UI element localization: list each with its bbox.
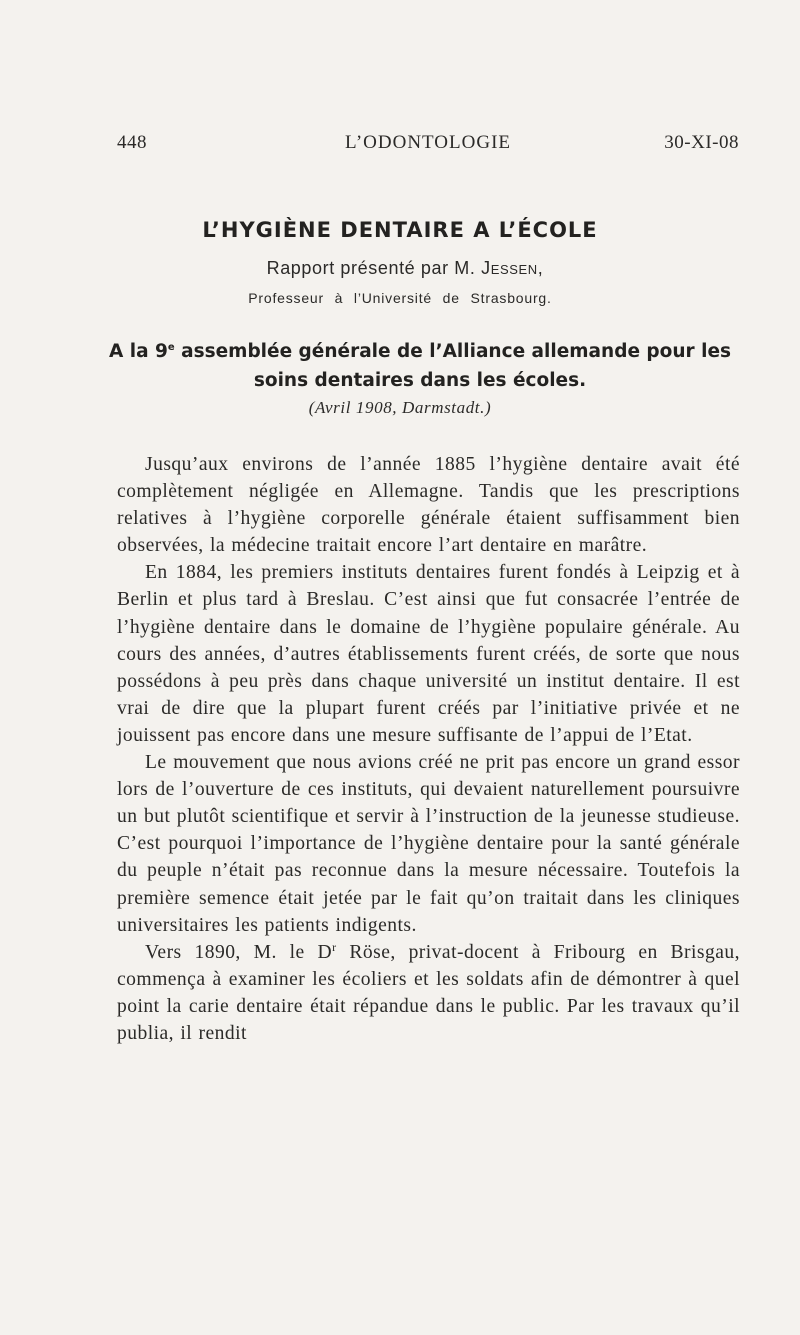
article-title: L’HYGIÈNE DENTAIRE A L’ÉCOLE [202, 218, 598, 242]
author-affiliation: Professeur à l’Université de Strasbourg. [248, 290, 552, 306]
assembly-text-end: assemblée générale de l’Alliance allemande pour les soins dentaires dans les écoles. [174, 341, 732, 391]
assembly-subtitle [100, 333, 740, 395]
byline [0, 258, 800, 279]
paragraph-1: Jusqu’aux environs de l’année 1885 l’hygiène dentaire avait été complètement négligée en Allemagne. Tandis que les prescriptions relatives à l’hygiène corporelle générale étaient suffisamment bien observées, la médecine traitait encore l’art dentaire en marâtre. [117, 454, 740, 557]
paragraph-4-end: Röse, privat-docent à Fribourg en Brisgau, commença à examiner les écoliers et les soldats afin de démontrer à quel point la carie dentaire était répandue dans le public. Par les travaux qu’il publia, il rendit [117, 941, 740, 1044]
assembly-text-start: A la 9 [108, 341, 168, 362]
author-name: Jessen [481, 258, 538, 278]
paragraph-4 [117, 939, 740, 1047]
issue-date: 30-XI-08 [664, 132, 739, 153]
running-header [117, 132, 739, 156]
byline-suffix: , [537, 258, 544, 278]
doctor-abbrev-sup: r [332, 939, 337, 954]
paragraph-3: Le mouvement que nous avions créé ne prit pas encore un grand essor lors de l’ouverture de ces instituts, qui devaient naturellement poursuivre un but plutôt scientifique et servir à l’instruction de la jeunesse studieuse. C’est pourquoi l’importance de l’hygiène dentaire pour la santé générale du peuple n’était pas reconnue dans la mesure nécessaire. Toutefois la première semence était jetée par le fait qu’on traitait dans les cliniques universitaires les patients indigents. [117, 752, 740, 936]
paragraph-2: En 1884, les premiers instituts dentaires furent fondés à Leipzig et à Berlin et plus tard à Breslau. C’est ainsi que fut consacrée l’entrée de l’hygiène dentaire dans le domaine de l’hygiène populaire générale. Au cours des années, d’autres établissements furent créés, de sorte que nous possédons à peu près dans chaque université un institut dentaire. Il est vrai de dire que la plupart furent créés par l’initiative privée et ne jouissent pas encore dans une mesure suffisante de l’appui de l’Etat. [117, 562, 740, 746]
assembly-ordinal-sup: e [167, 342, 175, 353]
dateline: (Avril 1908, Darmstadt.) [308, 398, 492, 417]
article-body [117, 451, 740, 1047]
byline-prefix: Rapport présenté par M. [266, 258, 482, 278]
paragraph-4-start: Vers 1890, M. le D [145, 941, 333, 963]
page-number: 448 [117, 132, 147, 153]
journal-title: L’ODONTOLOGIE [344, 132, 512, 153]
